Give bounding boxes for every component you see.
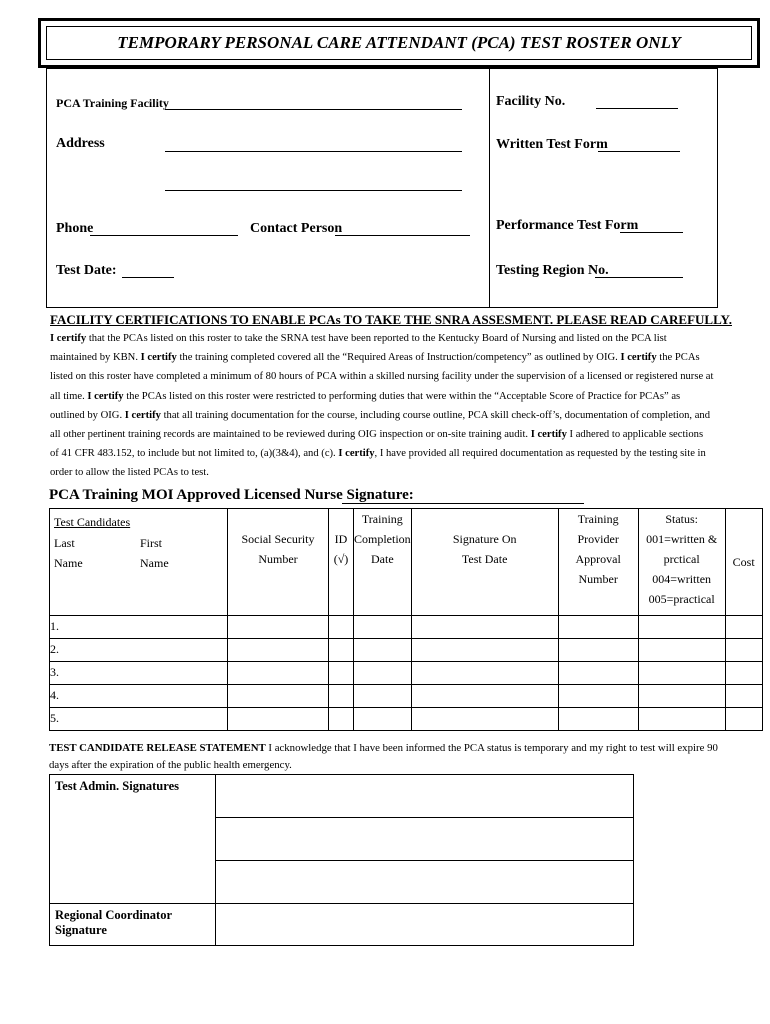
written-test-form-field[interactable] xyxy=(598,151,680,152)
address-field-line2[interactable] xyxy=(165,190,462,191)
id-header xyxy=(329,509,354,616)
completion-date-cell[interactable] xyxy=(354,639,412,662)
release-statement: TEST CANDIDATE RELEASE STATEMENT I acknowledge that I have been informed the PCA status is temporary and my right to test will expire 90 days after the expiration of the public health emergency. xyxy=(49,742,718,771)
candidates-name-header xyxy=(50,509,228,616)
table-row xyxy=(50,662,763,685)
admin-signature-field[interactable] xyxy=(216,775,634,818)
cost-header xyxy=(725,509,762,616)
provider-number-cell[interactable] xyxy=(558,685,638,708)
ssn-cell[interactable] xyxy=(228,662,329,685)
sig-label-2: Test Date xyxy=(461,552,508,566)
row-number: 5. xyxy=(50,708,228,731)
training-completion-header xyxy=(354,509,412,616)
row-number: 1. xyxy=(50,616,228,639)
sig-label-1: Signature On xyxy=(452,532,517,546)
completion-date-cell[interactable] xyxy=(354,708,412,731)
signature-cell[interactable] xyxy=(411,685,558,708)
test-admin-signatures-label: Test Admin. Signatures xyxy=(50,775,216,904)
certification-text: I certify that the PCAs listed on this roster to take the SRNA test have been reported to the Kentucky Board of Nursing and listed on the PCA list maintained by KBN. I certify the training completed covered all the “Required Areas of Instruction/competency” as outlined by OIG. I certify the PCAs listed on this roster have completed a minimum of 80 hours of PCA within a skilled nursing facility under the supervision of a licensed or registered nurse at all time. I certify the PCAs listed on this roster were restricted to performing duties that were within the “Acceptable Score of Practice for PCAs” as outlined by OIG. I certify that all training documentation for the course, including course outline, PCA skill check-off’s, documentation of completion, and all other pertinent training records are maintained to be reviewed during OIG inspection or on-site training audit. I certify I adhered to applicable sections of 41 CFR 483.152, to include but not limited to, (a)(3&4), and (c). I certify, I have provided all required documentation as requested by the testing site in order to allow the listed PCAs to test. xyxy=(50,333,714,479)
completion-date-cell[interactable] xyxy=(354,662,412,685)
signature-on-test-date-header xyxy=(411,509,558,616)
status-cell[interactable] xyxy=(638,685,725,708)
admin-signature-row xyxy=(50,775,634,818)
first-label: First xyxy=(140,535,163,550)
signatures-table xyxy=(49,774,634,946)
regional-coordinator-label: Regional Coordinator Signature xyxy=(50,904,216,946)
cost-cell[interactable] xyxy=(725,708,762,731)
ssn-label-1: Social Security xyxy=(241,532,315,546)
test-candidates-label: Test Candidates xyxy=(54,515,131,529)
cost-cell[interactable] xyxy=(725,616,762,639)
certification-heading: FACILITY CERTIFICATIONS TO ENABLE PCAs TO TAKE THE SNRA ASSESMENT. PLEASE READ CAREFULLY. xyxy=(50,312,732,327)
training-facility-label: PCA Training Facility xyxy=(56,96,169,110)
facility-no-field[interactable] xyxy=(596,108,678,109)
testing-region-label: Testing Region No. xyxy=(496,263,609,278)
phone-field[interactable] xyxy=(90,235,238,236)
provider-number-cell[interactable] xyxy=(558,708,638,731)
row-number: 2. xyxy=(50,639,228,662)
ssn-cell[interactable] xyxy=(228,685,329,708)
address-label: Address xyxy=(56,136,105,151)
status-label-3: prctical xyxy=(663,552,700,566)
ssn-cell[interactable] xyxy=(228,708,329,731)
contact-person-field[interactable] xyxy=(335,235,470,236)
training-provider-header xyxy=(558,509,638,616)
cost-cell[interactable] xyxy=(725,662,762,685)
status-label-5: 005=practical xyxy=(648,592,715,606)
testing-region-field[interactable] xyxy=(595,277,683,278)
regional-coordinator-signature-field[interactable] xyxy=(216,904,634,946)
contact-person-label: Contact Person xyxy=(250,221,343,236)
id-cell[interactable] xyxy=(329,616,354,639)
admin-signature-field[interactable] xyxy=(216,861,634,904)
table-row xyxy=(50,708,763,731)
row-number: 4. xyxy=(50,685,228,708)
tp-label-2: Provider xyxy=(577,532,619,546)
id-cell[interactable] xyxy=(329,685,354,708)
moi-signature-label: PCA Training MOI Approved Licensed Nurse Signature: xyxy=(49,487,414,503)
table-header-row xyxy=(50,509,763,616)
status-cell[interactable] xyxy=(638,639,725,662)
address-field-line1[interactable] xyxy=(165,151,462,152)
title-box xyxy=(38,18,760,68)
id-cell[interactable] xyxy=(329,639,354,662)
facility-no-label: Facility No. xyxy=(496,94,566,109)
completion-date-cell[interactable] xyxy=(354,616,412,639)
test-date-field[interactable] xyxy=(122,277,174,278)
ssn-cell[interactable] xyxy=(228,639,329,662)
written-test-form-label: Written Test Form xyxy=(496,137,608,152)
tp-label-1: Training xyxy=(577,512,619,526)
first-name-label: Name xyxy=(140,556,169,570)
performance-test-form-label: Performance Test Form xyxy=(496,218,639,233)
ssn-header xyxy=(228,509,329,616)
candidates-table xyxy=(49,508,763,731)
status-label-1: Status: xyxy=(665,512,698,526)
tp-label-4: Number xyxy=(578,572,618,586)
status-header xyxy=(638,509,725,616)
test-date-label: Test Date: xyxy=(56,263,117,278)
status-label-2: 001=written & xyxy=(646,532,718,546)
provider-number-cell[interactable] xyxy=(558,616,638,639)
ssn-cell[interactable] xyxy=(228,616,329,639)
status-cell[interactable] xyxy=(638,662,725,685)
tc-label-1: Training xyxy=(361,512,403,526)
performance-test-form-field[interactable] xyxy=(620,232,683,233)
tc-label-2: Completion xyxy=(354,532,411,546)
tp-label-3: Approval xyxy=(575,552,621,566)
signature-cell[interactable] xyxy=(411,662,558,685)
id-cell[interactable] xyxy=(329,662,354,685)
table-row xyxy=(50,639,763,662)
provider-number-cell[interactable] xyxy=(558,662,638,685)
signature-cell[interactable] xyxy=(411,708,558,731)
admin-signature-field[interactable] xyxy=(216,818,634,861)
training-facility-field[interactable] xyxy=(165,109,462,110)
provider-number-cell[interactable] xyxy=(558,639,638,662)
signature-cell[interactable] xyxy=(411,639,558,662)
header-divider xyxy=(489,68,490,308)
id-label: ID xyxy=(334,532,348,546)
ssn-label-2: Number xyxy=(258,552,298,566)
row-number: 3. xyxy=(50,662,228,685)
phone-label: Phone xyxy=(56,221,94,236)
last-name-label: Name xyxy=(54,556,83,570)
signature-cell[interactable] xyxy=(411,616,558,639)
completion-date-cell[interactable] xyxy=(354,685,412,708)
moi-signature-field[interactable] xyxy=(342,503,584,504)
checkmark-icon: (√) xyxy=(333,552,349,566)
id-cell[interactable] xyxy=(329,708,354,731)
status-cell[interactable] xyxy=(638,616,725,639)
status-cell[interactable] xyxy=(638,708,725,731)
last-label: Last xyxy=(54,535,75,550)
page-title: TEMPORARY PERSONAL CARE ATTENDANT (PCA) TEST ROSTER ONLY xyxy=(46,26,752,60)
regional-signature-row xyxy=(50,904,634,946)
cost-label: Cost xyxy=(732,555,755,569)
table-row xyxy=(50,685,763,708)
cost-cell[interactable] xyxy=(725,685,762,708)
cost-cell[interactable] xyxy=(725,639,762,662)
status-label-4: 004=written xyxy=(652,572,712,586)
tc-label-3: Date xyxy=(371,552,394,566)
table-row xyxy=(50,616,763,639)
